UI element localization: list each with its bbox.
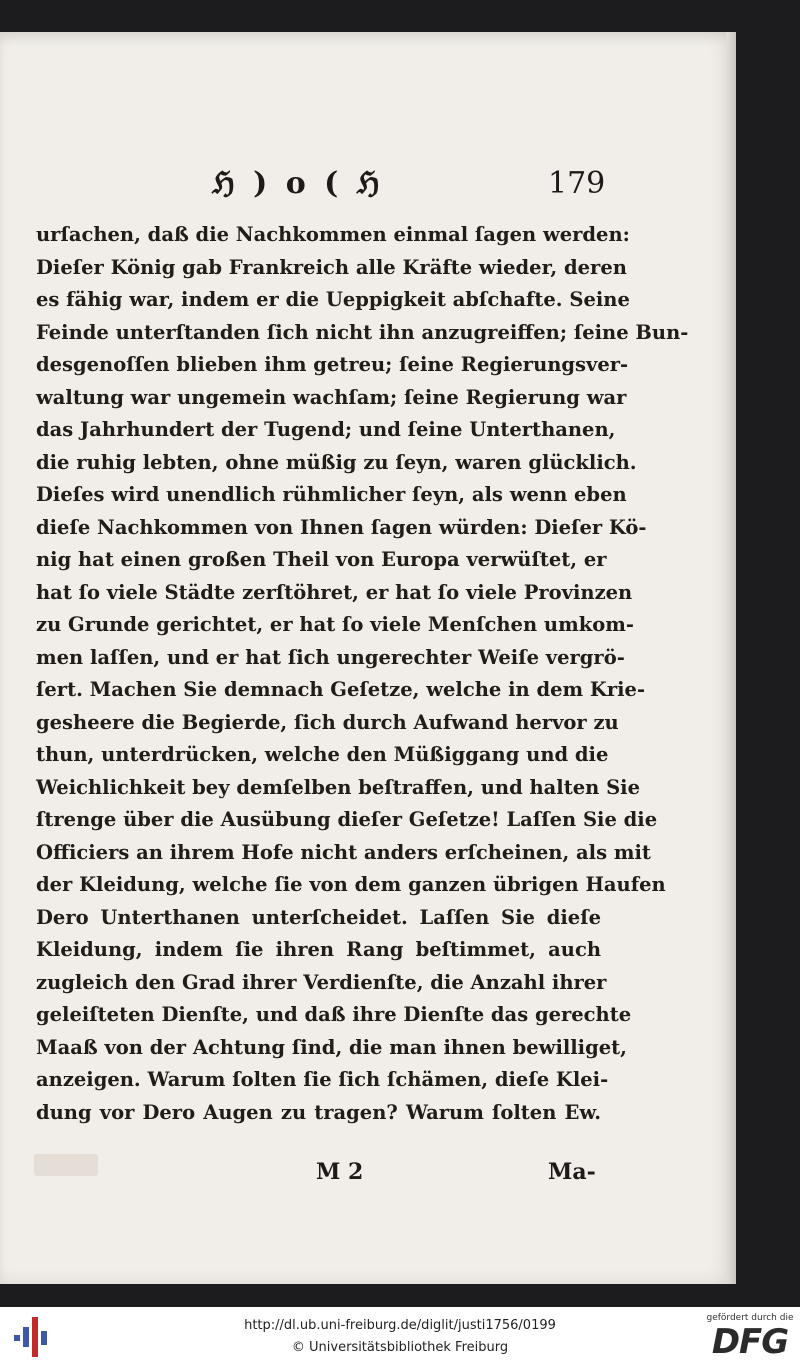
text-line: der Kleidung, welche ſie von dem ganzen übrigen Haufen	[36, 873, 666, 896]
text-line: Maaß von der Achtung ſind, die man ihnen bewilliget,	[36, 1035, 627, 1059]
text-line: dieſe Nachkommen von Ihnen ſagen würden: Dieſer Kö-	[36, 515, 647, 539]
text-line: Dero Unterthanen unterſcheidet. Laſſen Sie dieſe	[36, 905, 601, 929]
page-header	[0, 160, 733, 208]
catchword: Ma-	[548, 1159, 596, 1185]
text-line: Dieſes wird unendlich rühmlicher ſeyn, als wenn eben	[36, 483, 627, 506]
page-edge	[726, 32, 736, 1284]
text-line: urſachen, daß die Nachkommen einmal ſagen werden:	[36, 223, 630, 246]
text-line: men laſſen, und er hat ſich ungerechter Weiſe vergrö-	[36, 645, 625, 669]
text-line: thun, unterdrücken, welche den Müßiggang und die	[36, 743, 609, 766]
text-line: Officiers an ihrem Hofe nicht anders erſcheinen, als mit	[36, 840, 651, 864]
text-line: dung vor Dero Augen zu tragen? Warum ſolten Ew.	[36, 1100, 601, 1124]
book-page	[0, 32, 733, 1284]
running-head: ℌ ) o ( ℌ	[212, 166, 384, 201]
text-line: geleiſteten Dienſte, und daß ihre Dienſte das gerechte	[36, 1003, 632, 1026]
body-text	[36, 219, 689, 1129]
copyright-notice: © Universitätsbibliothek Freiburg	[291, 1340, 509, 1355]
text-line: gesheere die Begierde, ſich durch Aufwand hervor zu	[36, 710, 619, 734]
page-footer	[0, 1154, 733, 1190]
text-line: die ruhig lebten, ohne müßig zu ſeyn, waren glücklich.	[36, 450, 637, 474]
text-line: ſtrenge über die Ausübung dieſer Geſetze! Laſſen Sie die	[36, 808, 658, 831]
text-line: es fähig war, indem er die Ueppigkeit abſchafte. Seine	[36, 288, 630, 311]
text-line: hat ſo viele Städte zerſtöhret, er hat ſo viele Provinzen	[36, 580, 633, 604]
text-line: zugleich den Grad ihrer Verdienſte, die Anzahl ihrer	[36, 970, 607, 994]
text-line: das Jahrhundert der Tugend; und ſeine Unterthanen,	[36, 418, 616, 441]
text-line: anzeigen. Warum ſolten ſie ſich ſchämen, dieſe Klei-	[36, 1068, 609, 1091]
text-line: zu Grunde gerichtet, er hat ſo viele Menſchen umkom-	[36, 613, 634, 636]
text-line: Weichlichkeit bey demſelben beſtraffen, und halten Sie	[36, 775, 640, 799]
signature-mark: M 2	[316, 1159, 364, 1185]
funding-note: gefördert durch die	[706, 1313, 794, 1323]
text-line: desgenoſſen blieben ihm getreu; ſeine Regierungsver-	[36, 353, 629, 376]
text-line: ſert. Machen Sie demnach Geſetze, welche in dem Krie-	[36, 678, 646, 701]
permalink-url[interactable]: http://dl.ub.uni-freiburg.de/diglit/justi1756/0199	[244, 1318, 556, 1333]
dfg-logo: DFG	[711, 1322, 789, 1362]
page-number: 179	[548, 166, 606, 201]
text-line: Kleidung, indem ſie ihren Rang beſtimmet, auch	[36, 938, 601, 961]
text-line: waltung war ungemein wachſam; ſeine Regierung war	[36, 385, 627, 409]
text-line: Dieſer König gab Frankreich alle Kräfte wieder, deren	[36, 255, 627, 279]
text-line: Feinde unterſtanden ſich nicht ihn anzugreiffen; ſeine Bun-	[36, 320, 689, 344]
ub-freiburg-logo-icon	[14, 1317, 48, 1357]
text-line: nig hat einen großen Theil von Europa verwüſtet, er	[36, 548, 607, 571]
viewer-footer	[0, 1307, 800, 1365]
